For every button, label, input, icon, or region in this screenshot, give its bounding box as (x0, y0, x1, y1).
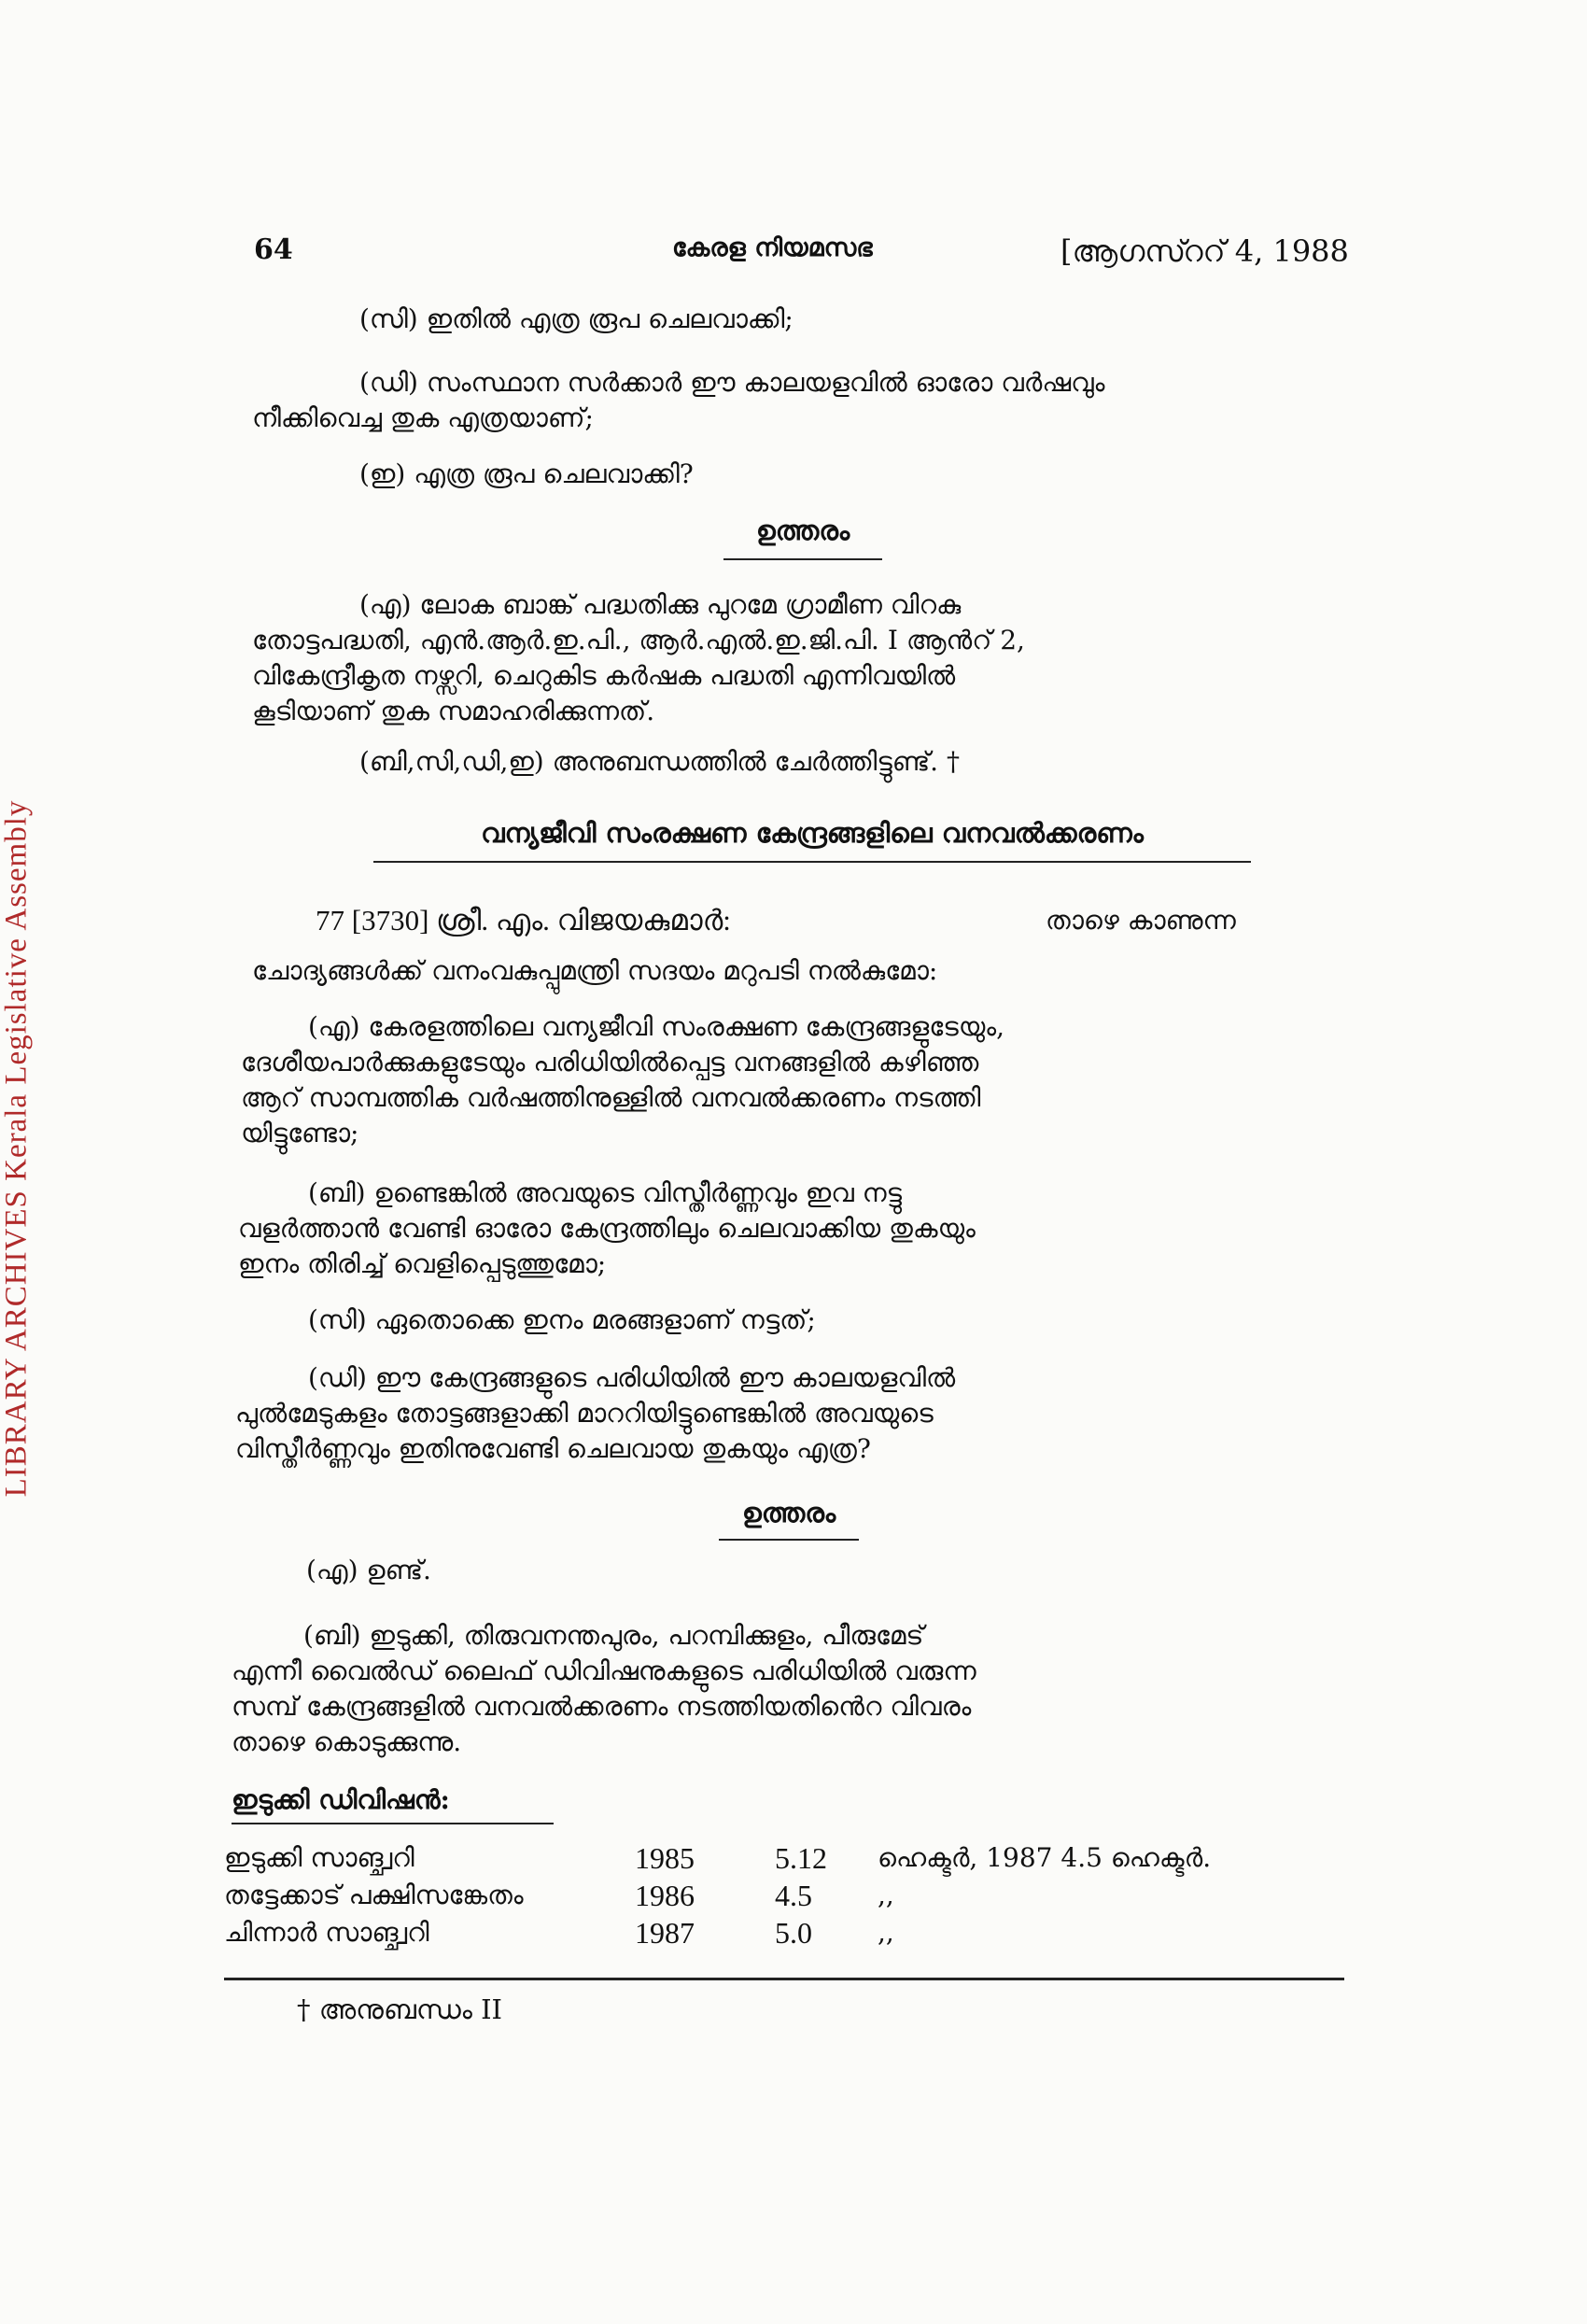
q77-c: (സി) ഏതൊക്കെ ഇനം മരങ്ങളാണ് നട്ടത്; (308, 1304, 816, 1335)
question-c: (സി) ഇതിൽ എത്ര രൂപ ചെലവാക്കി; (359, 303, 794, 334)
question-77-line1-right: താഴെ കാണുന്ന (1046, 905, 1236, 936)
q77-b-line1: (ബി) ഉണ്ടെങ്കിൽ അവയുടെ വിസ്തീർണ്ണവും ഇവ നട്ടു (308, 1177, 903, 1208)
table-cell-note: ഹെക്ടർ, 1987 4.5 ഹെക്ടർ. (878, 1842, 1212, 1873)
page-date: [ആഗസ്ററ് 4, 1988 (1060, 233, 1349, 269)
answer-heading-1-underline (723, 558, 882, 560)
page-title: കേരള നിയമസഭ (672, 233, 873, 262)
question-77-line2: ചോദ്യങ്ങൾക്ക് വനംവകുപ്പുമന്ത്രി സദയം മറുപടി നൽകുമോ: (252, 955, 938, 986)
q77-d-line2: പുൽമേടുകളം തോട്ടങ്ങളാക്കി മാററിയിട്ടുണ്ടെങ്കിൽ അവയുടെ (235, 1398, 934, 1429)
division-heading: ഇടുക്കി ഡിവിഷൻ: (232, 1784, 450, 1815)
answer-77-a: (എ) ഉണ്ട്. (306, 1555, 431, 1585)
footnote-divider (224, 1978, 1344, 1980)
q77-a-line4: യിട്ടുണ്ടോ; (241, 1118, 359, 1148)
answer-77-b-line3: സമ്പ് കേന്ദ്രങ്ങളിൽ വനവൽക്കരണം നടത്തിയതിൻെറ വിവരം (232, 1691, 972, 1722)
section-title-underline (373, 861, 1251, 863)
q77-a-line1: (എ) കേരളത്തിലെ വന്യജീവി സംരക്ഷണ കേന്ദ്രങ്ങളുടേയും, (308, 1011, 1004, 1042)
question-d-line1: (ഡി) സംസ്ഥാന സർക്കാർ ഈ കാലയളവിൽ ഓരോ വർഷവും (359, 367, 1105, 398)
answer-a-line2: തോട്ടപദ്ധതി, എൻ.ആർ.ഇ.പി., ആർ.എൽ.ഇ.ജി.പി. I ആൻറ് 2, (252, 625, 1025, 655)
table-row (224, 1839, 1400, 1877)
q77-a-line3: ആറ് സാമ്പത്തിക വർഷത്തിനുള്ളിൽ വനവൽക്കരണം നടത്തി (241, 1082, 981, 1113)
q77-b-line3: ഇനം തിരിച്ച് വെളിപ്പെടുത്തുമോ; (238, 1248, 607, 1279)
q77-a-line2: ദേശീയപാർക്കുകളുടേയും പരിധിയിൽപ്പെട്ട വനങ്ങളിൽ കഴിഞ്ഞ (241, 1047, 979, 1077)
answer-77-b-line2: എന്നീ വൈൽഡ് ലൈഫ് ഡിവിഷനുകളുടെ പരിധിയിൽ വരുന്ന (232, 1655, 976, 1686)
answer-heading-1: ഉത്തരം (755, 514, 850, 546)
answer-77-b-line4: താഴെ കൊടുക്കുന്നു. (232, 1726, 462, 1757)
answer-heading-2-underline (719, 1539, 859, 1541)
table-cell-place: തട്ടേക്കാട് പക്ഷിസങ്കേതം (224, 1880, 524, 1910)
page-number: 64 (254, 233, 293, 266)
answer-a-line1: (എ) ലോക ബാങ്ക് പദ്ധതിക്കു പുറമേ ഗ്രാമീണ വിറകു (359, 589, 962, 620)
table-cell-place: ഇടുക്കി സാങ്ച്വറി (224, 1842, 414, 1873)
table-cell-year: 1987 (635, 1916, 695, 1950)
table-cell-note: ,, (878, 1880, 894, 1910)
answer-a-line4: കൂടിയാണ് തുക സമാഹരിക്കുന്നത്. (252, 696, 655, 726)
question-e: (ഇ) എത്ര രൂപ ചെലവാക്കി? (359, 458, 694, 489)
answer-heading-2: ഉത്തരം (741, 1497, 836, 1528)
section-title: വന്യജീവി സംരക്ഷണ കേന്ദ്രങ്ങളിലെ വനവൽക്കരണം (481, 817, 1144, 849)
answer-bcde: (ബി,സി,ഡി,ഇ) അനുബന്ധത്തിൽ ചേർത്തിട്ടുണ്ട്. † (359, 746, 960, 777)
division-heading-underline (232, 1823, 554, 1824)
table-cell-area: 5.12 (775, 1841, 827, 1875)
table-row (224, 1877, 1400, 1914)
q77-b-line2: വളർത്താൻ വേണ്ടി ഓരോ കേന്ദ്രത്തിലും ചെലവാക്കിയ തുകയും (238, 1213, 976, 1244)
answer-a-line3: വികേന്ദ്രീകൃത നഴ്സറി, ചെറുകിട കർഷക പദ്ധതി എന്നിവയിൽ (252, 660, 956, 691)
table-cell-year: 1985 (635, 1841, 695, 1875)
table-cell-area: 5.0 (775, 1916, 812, 1950)
table-cell-place: ചിന്നാർ സാങ്ച്വറി (224, 1917, 429, 1948)
footnote: † അനുബന്ധം II (297, 1993, 503, 2025)
table-row (224, 1914, 1400, 1951)
question-77-number: 77 [3730] ശ്രീ. എം. വിജയകുമാർ: (316, 904, 731, 937)
question-d-line2: നീക്കിവെച്ച തുക എത്രയാണ്; (252, 402, 594, 433)
table-cell-year: 1986 (635, 1879, 695, 1912)
table-cell-note: ,, (878, 1917, 894, 1948)
afforestation-table (224, 1839, 1400, 1951)
q77-d-line1: (ഡി) ഈ കേന്ദ്രങ്ങളുടെ പരിധിയിൽ ഈ കാലയളവിൽ (308, 1362, 956, 1393)
table-cell-area: 4.5 (775, 1879, 812, 1912)
answer-77-b-line1: (ബി) ഇടുക്കി, തിരുവനന്തപുരം, പറമ്പിക്കുളം, പീരുമേട് (303, 1620, 924, 1651)
q77-d-line3: വിസ്തീർണ്ണവും ഇതിനുവേണ്ടി ചെലവായ തുകയും എത്ര? (235, 1433, 871, 1464)
